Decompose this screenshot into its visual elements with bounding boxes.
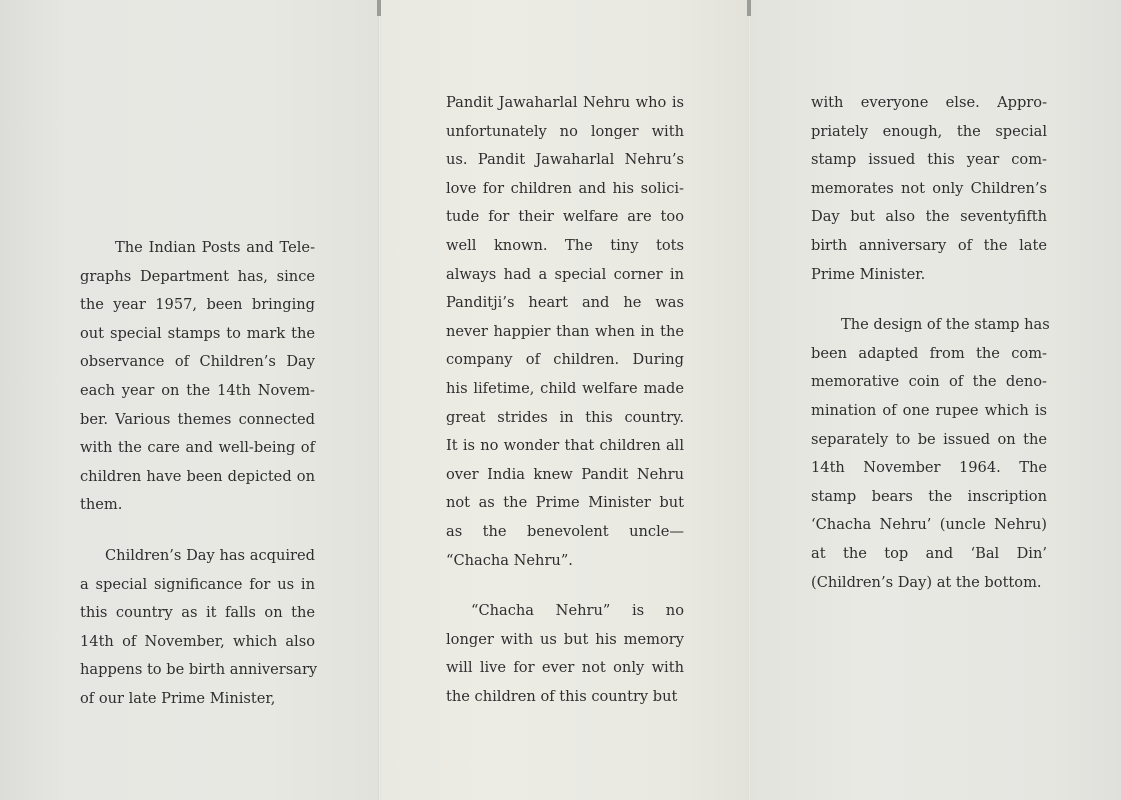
text-line: will live for ever not only with bbox=[446, 659, 684, 677]
text-line: the year 1957, been bringing bbox=[80, 296, 315, 314]
paragraph-gap bbox=[446, 575, 684, 597]
text-line: 14th November 1964. The bbox=[811, 459, 1047, 477]
text-line: ‘Chacha Nehru’ (uncle Nehru) bbox=[811, 516, 1047, 534]
fold-notch-right bbox=[747, 0, 751, 16]
text-line: Children’s Day has acquired bbox=[105, 546, 315, 564]
text-line: us. Pandit Jawaharlal Nehru’s bbox=[446, 151, 684, 169]
text-line: as the benevolent uncle— bbox=[446, 522, 684, 540]
text-line: happens to be birth anniversary bbox=[80, 661, 318, 679]
text-line: priately enough, the special bbox=[811, 122, 1047, 140]
text-line: longer with us but his memory bbox=[446, 630, 684, 648]
text-line: mination of one rupee which is bbox=[811, 401, 1047, 419]
text-line: unfortunately no longer with bbox=[446, 122, 684, 140]
fold-crease-right bbox=[748, 0, 751, 800]
text-line: this country as it falls on the bbox=[80, 604, 315, 622]
text-line: Pandit Jawaharlal Nehru who is bbox=[446, 94, 684, 111]
column-right-text bbox=[811, 89, 1050, 597]
text-line: them. bbox=[80, 496, 123, 514]
text-line: separately to be issued on the bbox=[811, 430, 1047, 448]
text-line: ber. Various themes connected bbox=[80, 410, 315, 428]
fold-notch-left bbox=[377, 0, 381, 16]
text-line: 14th of November, which also bbox=[80, 632, 315, 650]
fold-crease-left bbox=[378, 0, 381, 800]
text-line: memorative coin of the deno- bbox=[811, 373, 1047, 391]
text-line: “Chacha Nehru”. bbox=[446, 551, 573, 569]
text-line: never happier than when in the bbox=[446, 322, 684, 340]
text-line: of our late Prime Minister, bbox=[80, 689, 276, 707]
text-line: birth anniversary of the late bbox=[811, 236, 1047, 254]
text-line: always had a special corner in bbox=[446, 265, 684, 283]
text-line: stamp bears the inscription bbox=[811, 487, 1047, 505]
text-line: Panditji’s heart and he was bbox=[446, 294, 684, 312]
column-middle-text bbox=[446, 89, 684, 711]
text-line: not as the Prime Minister but bbox=[446, 494, 684, 512]
paragraph-gap bbox=[811, 289, 1047, 311]
text-line: It is no wonder that children all bbox=[446, 437, 684, 455]
text-line: a special significance for us in bbox=[80, 575, 315, 593]
text-line: The Indian Posts and Tele- bbox=[115, 239, 315, 256]
text-line: out special stamps to mark the bbox=[80, 324, 315, 342]
text-line: each year on the 14th Novem- bbox=[80, 381, 315, 399]
text-line: with everyone else. Appro- bbox=[811, 94, 1047, 111]
text-line: stamp issued this year com- bbox=[811, 151, 1047, 169]
text-line: graphs Department has, since bbox=[80, 267, 315, 285]
text-line: memorates not only Children’s bbox=[811, 179, 1047, 197]
paragraph-gap bbox=[80, 520, 315, 542]
text-line: (Children’s Day) at the bottom. bbox=[811, 573, 1042, 591]
text-line: been adapted from the com- bbox=[811, 344, 1047, 362]
text-line: his lifetime, child welfare made bbox=[446, 379, 684, 397]
text-line: over India knew Pandit Nehru bbox=[446, 465, 684, 483]
text-line: well known. The tiny tots bbox=[446, 236, 684, 254]
text-line: great strides in this country. bbox=[446, 408, 684, 426]
text-line: love for children and his solici- bbox=[446, 179, 684, 197]
text-line: Prime Minister. bbox=[811, 265, 926, 283]
text-line: tude for their welfare are too bbox=[446, 208, 684, 226]
text-line: the children of this country but bbox=[446, 687, 678, 705]
text-line: Day but also the seventyfifth bbox=[811, 208, 1047, 226]
text-line: The design of the stamp has bbox=[841, 316, 1050, 334]
column-left-text bbox=[80, 234, 318, 714]
text-line: company of children. During bbox=[446, 351, 684, 369]
text-line: “Chacha Nehru” is no bbox=[471, 602, 684, 620]
text-line: observance of Children’s Day bbox=[80, 353, 315, 371]
text-line: with the care and well-being of bbox=[80, 439, 315, 457]
text-line: children have been depicted on bbox=[80, 467, 315, 485]
text-line: at the top and ‘Bal Din’ bbox=[811, 544, 1047, 562]
